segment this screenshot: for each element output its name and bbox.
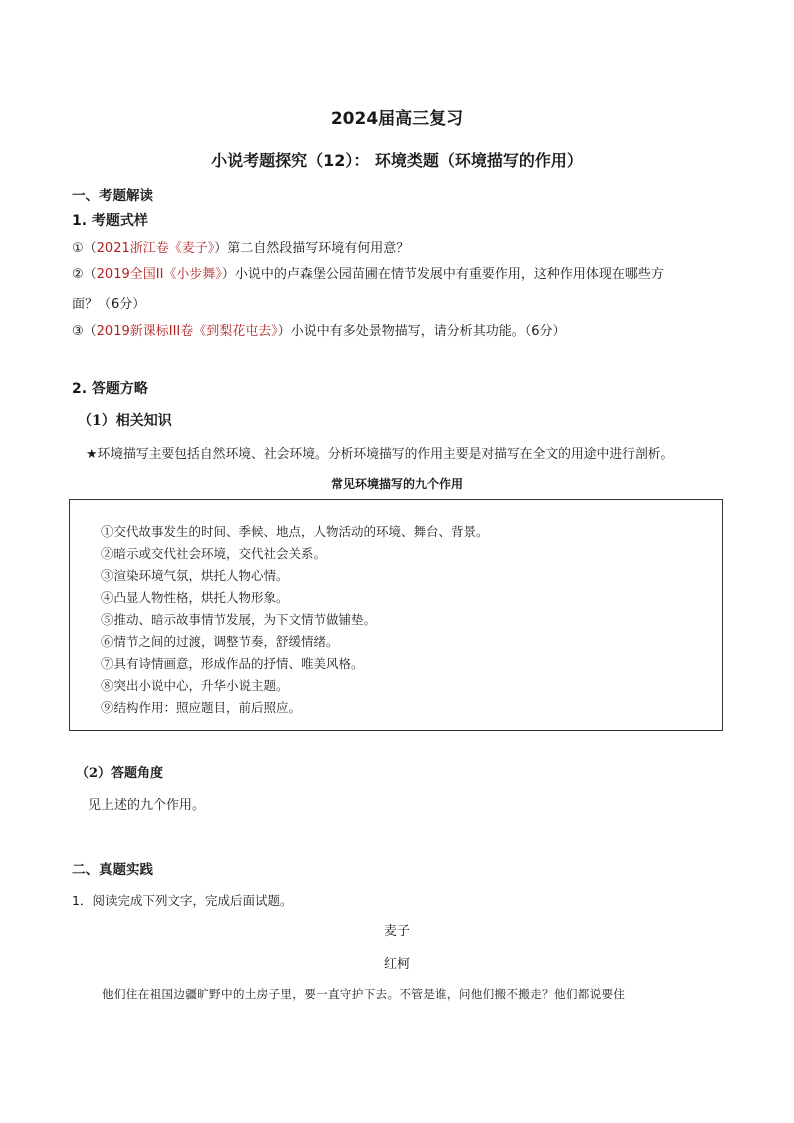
list-item: ⑤推动、暗示故事情节发展，为下文情节做铺垫。: [101, 612, 377, 627]
list-item: ⑥情节之间的过渡，调整节奏，舒缓情绪。: [101, 634, 339, 649]
answer-angle-text: 见上述的九个作用。: [88, 798, 206, 813]
list-item: ②暗示或交代社会环境，交代社会关系。: [101, 546, 327, 561]
section-heading-2: 二、真题实践: [72, 862, 153, 878]
story-first-line: 他们住在祖国边疆旷野中的土房子里，要一直守护下去。不管是谁，问他们搬不搬走？他们都说要住: [102, 987, 626, 1001]
subsection-heading-answer-strategy: 2. 答题方略: [72, 381, 148, 397]
question-sample-1: [72, 237, 409, 256]
part-heading-answer-angle: （2）答题角度: [76, 766, 164, 781]
section-heading-1: 一、考题解读: [72, 188, 153, 204]
list-item: ⑧突出小说中心，升华小说主题。: [101, 678, 289, 693]
part-heading-related-knowledge: （1）相关知识: [78, 413, 172, 429]
question-sample-3: [72, 320, 566, 339]
question-number: ③（: [72, 324, 97, 339]
story-title: 麦子: [383, 924, 410, 939]
list-item: ①交代故事发生的时间、季候、地点，人物活动的环境、舞台、背景。: [101, 524, 489, 539]
page-subtitle: 小说考题探究（12）： 环境类题（环境描写的作用）: [211, 151, 583, 170]
question-text: ）小说中的卢森堡公园苗圃在情节发展中有重要作用，这种作用体现在哪些方: [221, 267, 664, 282]
question-text: ）第二自然段描写环境有何用意？: [214, 241, 410, 256]
question-source: 2019新课标III卷《到梨花屯去》: [96, 324, 278, 339]
question-source: 2019全国II《小步舞》: [96, 267, 222, 282]
question-source: 2021浙江卷《麦子》: [96, 241, 215, 256]
question-number: ②（: [72, 267, 97, 282]
subsection-heading-question-samples: 1. 考题式样: [72, 213, 148, 229]
list-item: ⑨结构作用：照应题目，前后照应。: [101, 700, 302, 715]
question-number: ①（: [72, 241, 97, 256]
reading-instruction: 1．阅读完成下列文字，完成后面试题。: [72, 893, 293, 908]
list-item: ③渲染环境气氛，烘托人物心情。: [101, 568, 289, 583]
star-note: ★环境描写主要包括自然环境、社会环境。分析环境描写的作用主要是对描写在全文的用途中进行剖析。: [86, 447, 674, 462]
page-title: 2024届高三复习: [330, 109, 464, 129]
list-item: ⑦具有诗情画意，形成作品的抒情、唯美风格。: [101, 656, 364, 671]
story-author: 红柯: [383, 957, 410, 972]
question-text: ）小说中有多处景物描写，请分析其功能。（6分）: [277, 324, 566, 339]
box-title: 常见环境描写的九个作用: [330, 477, 463, 491]
question-sample-2-continued: 面？（6分）: [72, 297, 146, 312]
list-item: ④凸显人物性格，烘托人物形象。: [101, 590, 289, 605]
question-sample-2: [72, 263, 664, 282]
functions-box: [69, 499, 723, 731]
